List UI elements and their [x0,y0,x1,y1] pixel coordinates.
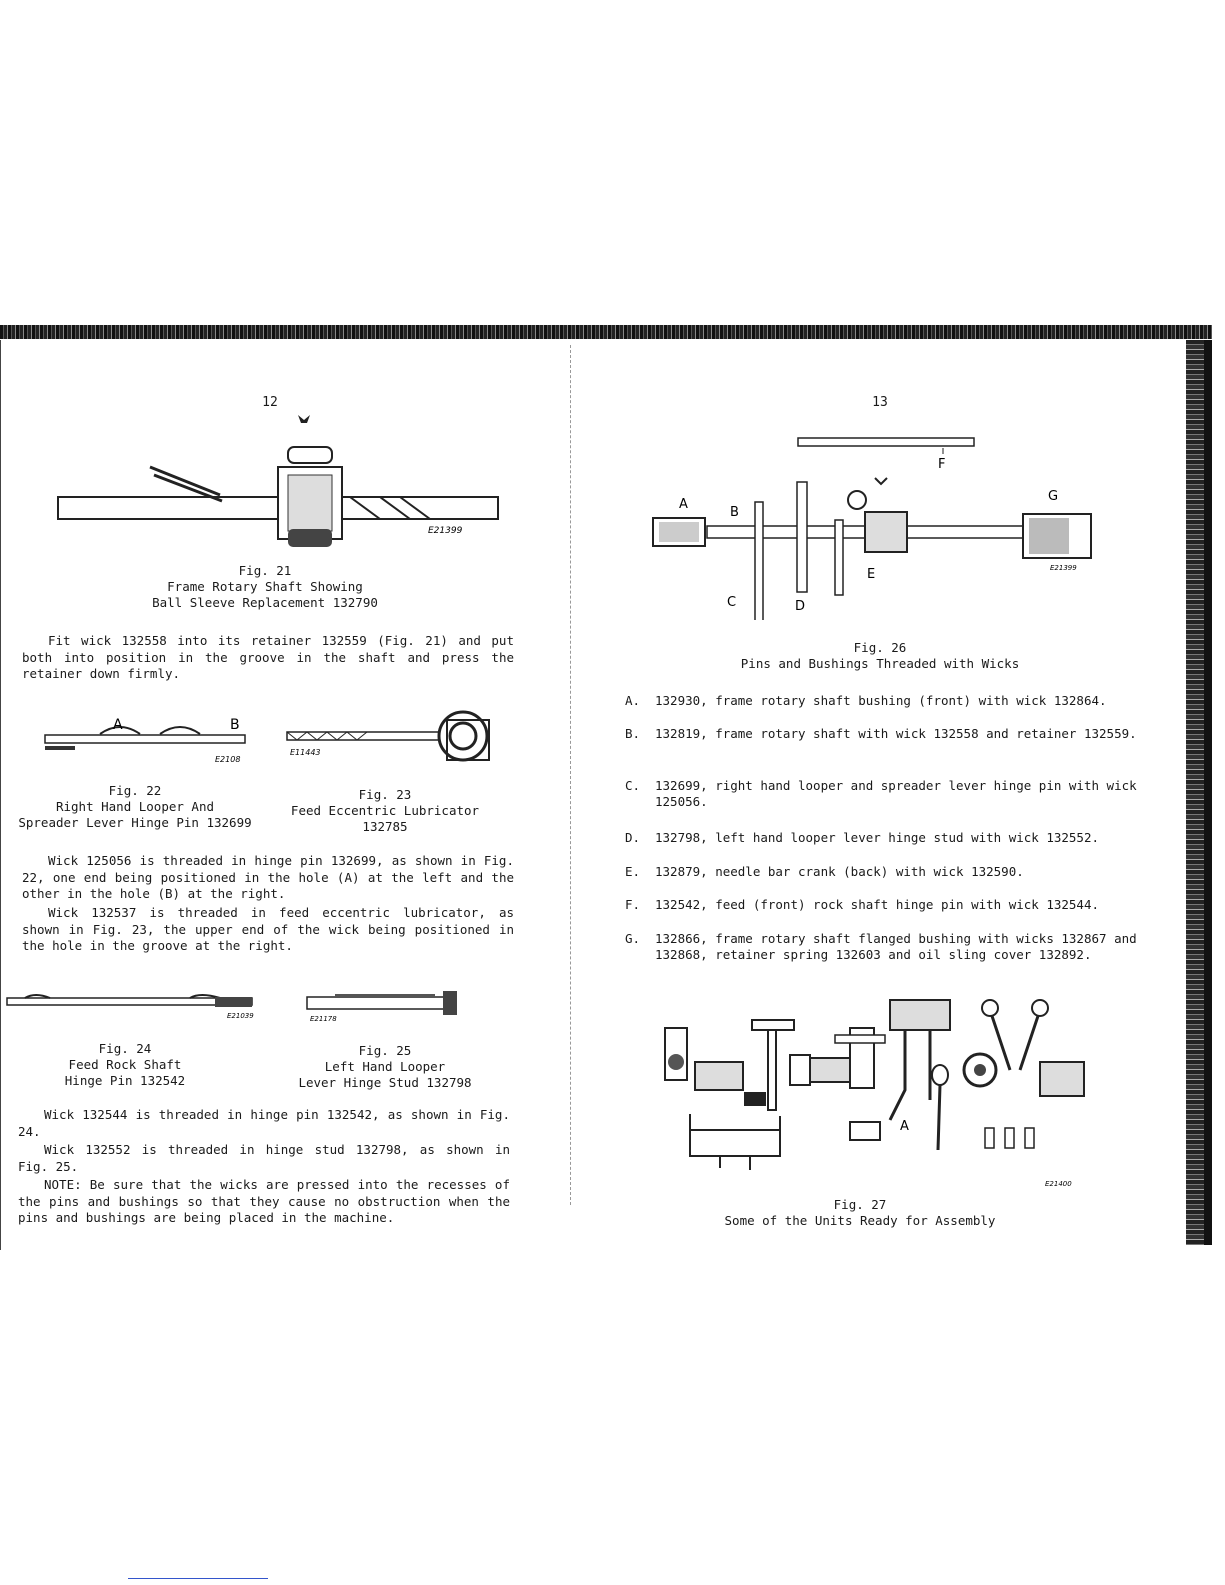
fig26-label-e: E [867,567,876,582]
fig23-line1: Feed Eccentric Lubricator [290,803,480,818]
list-item-text: 132866, frame rotary shaft flanged bushing with wicks 132867 and 132868, retainer spring 132603 and oil sling cover 132892. [655,931,1137,962]
fig26-caption [680,640,1080,672]
fig23-caption [270,787,500,835]
list-item-text: 132819, frame rotary shaft with wick 132558 and retainer 132559. [655,726,1137,741]
fig23-line2: 132785 [362,819,408,834]
list-item-key: B. [625,726,641,741]
list-item-a [625,693,1140,723]
fig25-line1: Left Hand Looper [324,1059,446,1074]
list-item-text: 132930, frame rotary shaft bushing (front) with wick 132864. [655,693,1107,708]
fig21-line2: Ball Sleeve Replacement 132790 [152,595,378,610]
paragraph-1: Fit wick 132558 into its retainer 132559 (Fig. 21) and put both into position in the groove in the shaft and press the retainer down firmly. [22,633,514,681]
scan-left-edge [0,340,1,1250]
fig21-shaft-illustration [50,405,510,555]
fig21-caption [100,563,430,611]
fig22-hinge-pin-illustration [40,710,255,765]
fig24-caption [10,1041,240,1089]
paragraph-5: Wick 132552 is threaded in hinge stud 132798, as shown in Fig. 25. [18,1142,510,1174]
paragraph-4: Wick 132544 is threaded in hinge pin 132542, as shown in Fig. 24. [18,1107,510,1139]
list-item-key: G. [625,931,641,946]
list-item-d [625,830,1140,850]
list-item-text: 132542, feed (front) rock shaft hinge pin with wick 132544. [655,897,1100,912]
fig24-line1: Feed Rock Shaft [68,1057,182,1072]
fig22-code: E2108 [215,755,241,764]
fig26-label-g: G [1048,489,1059,504]
paragraph-6: NOTE: Be sure that the wicks are pressed into the recesses of the pins and bushings so that they cause no obstruction when the pins and bushings are being placed in the machine. [18,1177,510,1225]
scan-top-border [0,325,1212,339]
fig23-lubricator-illustration [285,700,500,765]
fig24-line2: Hinge Pin 132542 [64,1073,186,1088]
fig26-pins-bushings-illustration [645,430,1105,620]
fig24-number: Fig. 24 [98,1041,152,1056]
list-item-g [625,931,1140,983]
fig26-label-d: D [795,599,806,614]
fig22-label-a: A [113,717,123,733]
scan-right-edge [1204,340,1212,1245]
fig24-code: E21039 [227,1012,254,1020]
fig27-caption [690,1197,1030,1229]
fig26-label-a: A [679,497,688,512]
fig21-line1: Frame Rotary Shaft Showing [167,579,363,594]
fig21-code: E21399 [428,526,463,536]
fig27-number: Fig. 27 [833,1197,887,1212]
fig22-number: Fig. 22 [108,783,162,798]
fig26-number: Fig. 26 [853,640,907,655]
fig27-title: Some of the Units Ready for Assembly [724,1213,996,1228]
page-number-right: 13 [872,395,888,410]
list-item-key: D. [625,830,641,845]
fig24-rock-shaft-illustration [5,990,260,1020]
fig22-line1: Right Hand Looper And [55,799,215,814]
fig22-caption [10,783,260,831]
list-item-text: 132798, left hand looper lever hinge stud with wick 132552. [655,830,1100,845]
fig25-code: E21178 [310,1015,337,1023]
list-item-key: E. [625,864,641,879]
list-item-c [625,778,1140,814]
fig27-label-a: A [900,1119,909,1134]
list-item-e [625,864,1140,884]
fig27-assembly-units-illustration [650,990,1090,1195]
list-item-key: A. [625,693,641,708]
fig26-label-b: B [730,505,739,520]
fig21-number: Fig. 21 [238,563,292,578]
page-number-left: 12 [262,395,278,410]
fig22-line2: Spreader Lever Hinge Pin 132699 [18,815,252,830]
list-item-key: F. [625,897,641,912]
fig26-code: E21399 [1050,564,1077,572]
fig25-line2: Lever Hinge Stud 132798 [298,1075,472,1090]
fig26-title: Pins and Bushings Threaded with Wicks [740,656,1020,671]
fig26-label-f: F [938,457,946,472]
page-gutter [570,345,572,1205]
list-item-b [625,726,1140,762]
paragraph-3: Wick 132537 is threaded in feed eccentric lubricator, as shown in Fig. 23, the upper end of the wick being positioned in the hole in the groove at the right. [22,905,514,953]
fig23-number: Fig. 23 [358,787,412,802]
list-item-key: C. [625,778,641,793]
fig27-code: E21400 [1045,1180,1072,1188]
fig25-caption [275,1043,495,1091]
paragraph-2: Wick 125056 is threaded in hinge pin 132699, as shown in Fig. 22, one end being positioned in the hole (A) at the left and the other in the hole (B) at the right. [22,853,514,901]
fig23-code: E11443 [290,748,321,757]
list-item-text: 132699, right hand looper and spreader lever hinge pin with wick 125056. [655,778,1137,809]
fig26-label-c: C [727,595,737,610]
list-item-text: 132879, needle bar crank (back) with wick 132590. [655,864,1024,879]
bottom-link-line [128,1578,268,1579]
fig25-hinge-stud-illustration [305,985,465,1025]
list-item-f [625,897,1140,917]
fig22-label-b: B [230,717,240,733]
fig25-number: Fig. 25 [358,1043,412,1058]
